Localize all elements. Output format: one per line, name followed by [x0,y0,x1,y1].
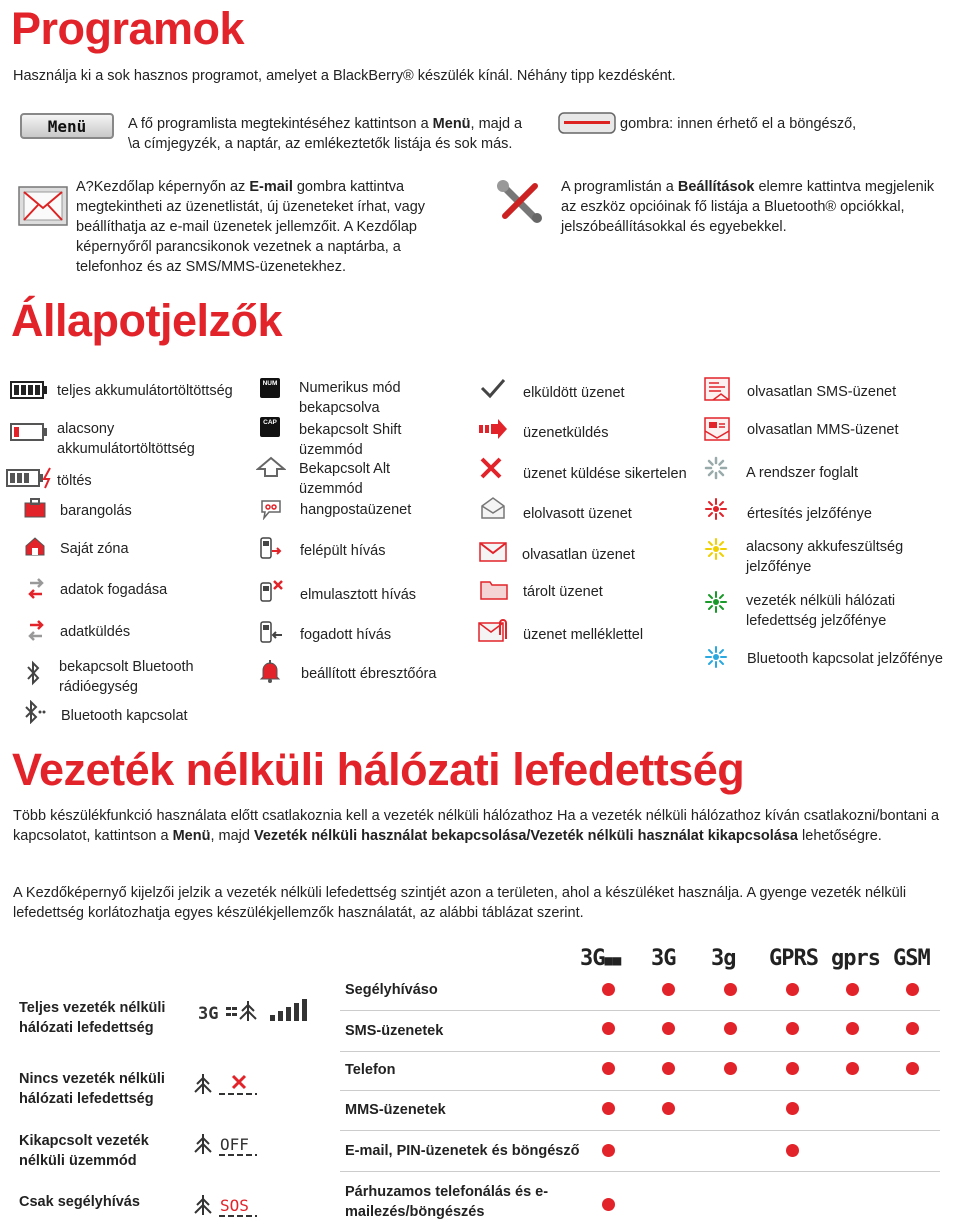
status-data-send: adatküldés [60,624,131,640]
bluetooth-connected-icon [24,700,48,724]
menu-line-1 [128,114,568,134]
status-full-battery: teljes akkumulátortöltöttség [57,383,233,399]
availability-dot [786,1022,799,1035]
status-sending: üzenetküldés [523,425,609,441]
status-bluetooth-on: bekapcsolt Bluetooth rádióegység [59,659,194,695]
voicemail-icon [259,498,283,520]
sos-only-icon-text: SOS [220,1196,249,1215]
system-busy-icon [704,456,728,480]
menu-text-b: , majd a [470,116,523,132]
battery-charging-icon [6,467,54,489]
feature-label: Telefon [345,1062,396,1078]
email-text-b: gombra kattintva megtekintheti az üzenetlistát, új üzeneteket írhat, vagy beállíthatja az e-mail üzenetek jellemzőit. A Kezdőlap képernyőről parancsikonok vezetnek a naptárba, a telefonhoz és az SMS/MMS-üzenetekhez. [76,179,426,275]
availability-dot [602,1022,615,1035]
missed-call-icon [258,579,284,603]
wireless-paragraph-2: A Kezdőképernyő kijelzői jelzik a vezeték nélküli lefedettség szintjét azon a területen, ahol a készüléket használja. A gyenge vezeték nélküli lefedettség korlátozhatja egyes készülékjellemzők használatát, az alábbi táblázat szerint. [13,885,907,921]
availability-dot [724,1022,737,1035]
coverage-off-label: Kikapcsolt vezeték nélküli üzemmód [19,1133,149,1169]
coverage-led-icon [704,590,728,614]
numeric-mode-icon [260,378,280,398]
status-read-message: elolvasott üzenet [523,506,632,522]
feature-label: Párhuzamos telefonálás és e-mailezés/böngészés [345,1184,549,1220]
wireless-p1-a: Több készülékfunkció használata előtt csatlakoznia kell a vezeték nélküli hálózathoz Ha a vezeték nélküli hálózathoz kíván csatlakozni/bontani a kapcsolatot, kattintson a [13,808,940,844]
availability-dot [602,1198,615,1211]
full-coverage-icon [198,997,312,1023]
email-description [76,177,461,277]
status-data-receive: adatok fogadása [60,582,168,598]
status-low-battery: alacsony akkumulátortöltöttség [57,421,195,457]
alarm-icon [259,659,281,683]
feature-label: SMS-üzenetek [345,1023,444,1039]
network-3g-full-text: 3G [580,946,605,971]
sent-checkmark-icon [480,377,506,399]
full-coverage-icon-text: 3G [198,1004,219,1023]
page-title: Programok [11,3,245,54]
availability-dot [786,1144,799,1157]
availability-dot [662,983,675,996]
status-alt-mode: Bekapcsolt Alt üzemmód [299,461,391,497]
feature-label: E-mail, PIN-üzenetek és böngésző [345,1143,580,1159]
status-unread-mms: olvasatlan MMS-üzenet [747,422,899,438]
blackberry-key-icon [558,112,616,134]
wireless-p1-option: Vezeték nélküli használat bekapcsolása/Vezeték nélküli használat kikapcsolása [253,828,798,844]
attachment-message-icon [478,617,512,643]
status-received-call: fogadott hívás [300,627,392,643]
availability-dot [906,1062,919,1075]
radio-off-icon-text: OFF [220,1135,249,1154]
read-message-icon [480,496,506,520]
network-3g-full-extra: ■■ [604,953,622,969]
table-row-divider [340,1171,940,1172]
status-voicemail: hangpostaüzenet [300,502,412,518]
status-attachment-message: üzenet melléklettel [523,627,644,643]
wireless-p1-c: , majd [210,828,254,844]
call-active-icon [258,536,282,560]
data-send-icon [26,619,46,643]
sending-arrow-icon [478,418,508,440]
status-home-zone: Saját zóna [60,541,129,557]
availability-dot [662,1022,675,1035]
status-coverage-led: vezeték nélküli hálózati lefedettség jelzőfénye [746,593,896,629]
availability-dot [602,1062,615,1075]
cap-icon-text: CAP [263,419,277,426]
notification-led-icon [704,497,728,521]
status-unread-message: olvasatlan üzenet [522,547,635,563]
unread-sms-icon [703,376,731,402]
wireless-p1-d: lehetőségre. [798,828,882,844]
email-text-bold: E-mail [249,179,293,195]
availability-dot [906,983,919,996]
availability-dot [846,983,859,996]
availability-dot [846,1022,859,1035]
email-text-a: A?Kezdőlap képernyőn az [76,179,250,195]
availability-dot [906,1022,919,1035]
wireless-section-title: Vezeték nélküli hálózati lefedettség [12,744,745,795]
availability-dot [724,1062,737,1075]
network-header-3g-full [580,944,621,974]
feature-label: MMS-üzenetek [345,1102,446,1118]
menu-text-a: A fő programlista megtekintéséhez kattintson a [128,116,433,132]
network-header-gprs: GPRS [769,946,818,971]
status-call-active: felépült hívás [300,543,386,559]
availability-dot [602,1144,615,1157]
radio-off-icon [193,1130,263,1158]
availability-dot [786,1102,799,1115]
num-icon-text: NUM [262,380,278,387]
coverage-full-label: Teljes vezeték nélküli hálózati lefedettség [19,1000,166,1036]
status-bluetooth-led: Bluetooth kapcsolat jelzőfénye [747,651,943,667]
table-row-divider [340,1051,940,1052]
availability-dot [602,983,615,996]
availability-dot [602,1102,615,1115]
status-shift-mode: bekapcsolt Shift üzemmód [299,422,402,458]
availability-dot [662,1062,675,1075]
wireless-paragraph-1 [13,806,943,846]
alt-mode-icon [256,456,286,478]
status-system-busy: A rendszer foglalt [746,465,859,481]
send-failed-icon [479,456,503,480]
menu-text-bold: Menü [432,116,471,132]
battery-low-icon [10,422,48,442]
table-row-divider [340,1010,940,1011]
settings-tools-icon [495,180,547,226]
unread-message-icon [479,541,507,563]
availability-dot [786,983,799,996]
status-roaming: barangolás [60,503,132,519]
network-header-gprs-lower: gprs [831,946,880,971]
roaming-icon [24,498,46,518]
email-envelope-icon [18,186,68,226]
low-battery-led-icon [704,537,728,561]
menu-line-1c: gombra: innen érhető el a böngésző, [620,116,857,132]
status-notification-led: értesítés jelzőfénye [747,506,872,522]
sos-only-icon [193,1191,263,1219]
availability-dot [724,983,737,996]
programs-intro: Használja ki a sok hasznos programot, amelyet a BlackBerry® készülék kínál. Néhány tipp kezdésként. [13,68,676,84]
menu-key-icon [20,113,114,139]
status-low-battery-led: alacsony akkufeszültség jelzőfénye [746,539,904,575]
data-receive-icon [26,577,46,601]
menu-key-label: Menü [47,117,87,136]
feature-label: Segélyhíváso [345,982,438,998]
battery-full-icon [10,380,48,400]
settings-text-b: elemre kattintva megjelenik az eszköz opcióinak fő listája a Bluetooth® opciókkal, jelszóbeállításokkal és egyebekkel. [561,179,935,235]
coverage-sos-label: Csak segélyhívás [19,1194,140,1210]
settings-description [561,177,951,237]
received-call-icon [258,620,284,644]
status-section-title: Állapotjelzők [11,295,283,346]
network-header-3g-lower: 3g [711,946,736,971]
wireless-p1-menu: Menü [172,828,211,844]
status-bluetooth-connected: Bluetooth kapcsolat [61,708,188,724]
home-zone-icon [24,536,46,556]
table-row-divider [340,1130,940,1131]
availability-dot [786,1062,799,1075]
status-unread-sms: olvasatlan SMS-üzenet [747,384,897,400]
shift-mode-icon [260,417,280,437]
table-row-divider [340,1090,940,1091]
network-header-3g: 3G [651,946,676,971]
no-coverage-icon [193,1070,263,1098]
availability-dot [846,1062,859,1075]
status-send-failed: üzenet küldése sikertelen [523,466,687,482]
availability-dot [662,1102,675,1115]
unread-mms-icon [703,416,731,442]
stored-message-icon [480,578,508,600]
status-missed-call: elmulasztott hívás [300,587,417,603]
settings-text-bold: Beállítások [677,179,755,195]
settings-text-a: A programlistán a [561,179,678,195]
coverage-none-label: Nincs vezeték nélküli hálózati lefedettség [19,1071,165,1107]
status-numeric-mode: Numerikus mód bekapcsolva [299,380,401,416]
bluetooth-led-icon [704,645,728,669]
status-sent-message: elküldött üzenet [523,385,625,401]
status-charging: töltés [57,473,92,489]
status-stored-message: tárolt üzenet [523,584,603,600]
network-header-gsm: GSM [893,946,930,971]
bluetooth-on-icon [26,660,40,686]
status-alarm-set: beállított ébresztőóra [301,666,437,682]
menu-line-2: \a címjegyzék, a naptár, az emlékeztetők listája és sok más. [128,136,513,152]
